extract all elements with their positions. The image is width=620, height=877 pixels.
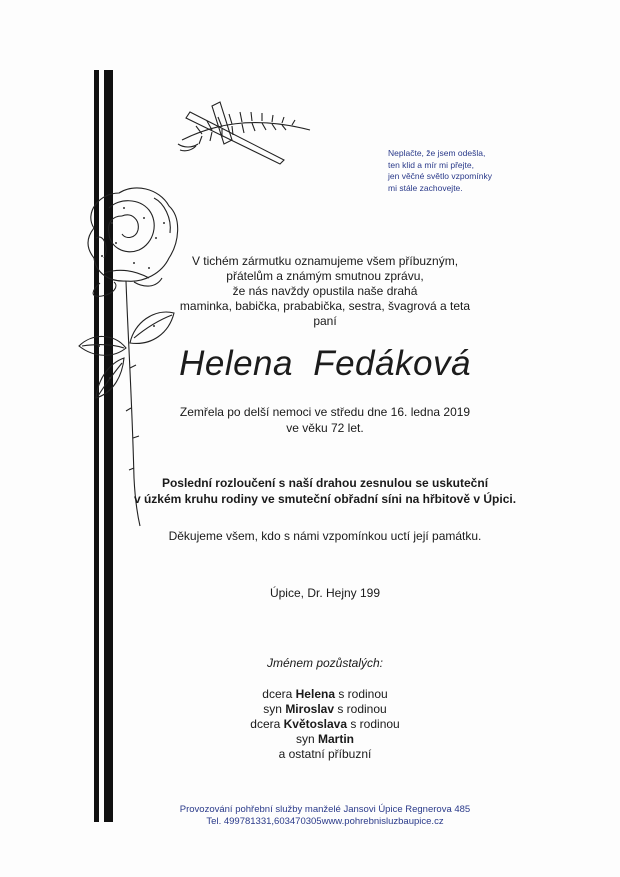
death-details xyxy=(110,404,540,436)
farewell-line: Poslední rozloučení s naší drahou zesnulou se uskuteční xyxy=(161,476,489,490)
poem-line: ten klid a mír mi přejte, xyxy=(388,159,474,170)
poem-line: Neplačte, že jsem odešla, xyxy=(388,148,486,158)
footer-line: Provozování pohřební služby manželé Jansovi Úpice Regnerova 485 xyxy=(179,804,471,815)
death-line: ve věku 72 let. xyxy=(286,421,364,435)
mourner-item: syn Miroslav s rodinou xyxy=(263,702,387,716)
mourner-item: dcera Květoslava s rodinou xyxy=(250,717,400,731)
farewell-info xyxy=(110,475,540,507)
announcement-intro xyxy=(110,254,540,329)
intro-line: paní xyxy=(313,314,337,328)
cross-with-palm-icon xyxy=(172,100,314,166)
mourner-item: syn Martin xyxy=(295,732,354,746)
mourners-list xyxy=(110,687,540,762)
intro-line: maminka, babička, prababička, sestra, švagrová a teta xyxy=(179,299,471,313)
mourners-title: Jménem pozůstalých: xyxy=(266,656,384,670)
mourner-item: a ostatní příbuzní xyxy=(278,747,372,761)
funeral-service-footer xyxy=(110,804,540,828)
farewell-line: v úzkém kruhu rodiny ve smuteční obřadní síni na hřbitově v Úpici. xyxy=(133,492,517,506)
poem-line: mi stále zachovejte. xyxy=(388,182,463,193)
poem-line: jen věčné světlo vzpomínky xyxy=(388,171,492,182)
footer-line: Tel. 499781331,603470305www.pohrebnisluzbaupice.cz xyxy=(206,816,444,827)
mourner-item: dcera Helena s rodinou xyxy=(262,687,388,701)
death-line: Zemřela po delší nemoci ve středu dne 16. ledna 2019 xyxy=(179,405,471,419)
address: Úpice, Dr. Hejny 199 xyxy=(269,586,381,600)
deceased-name: Helena Fedáková xyxy=(179,344,471,383)
intro-line: V tichém zármutku oznamujeme všem příbuzným, xyxy=(191,254,459,268)
intro-line: přátelům a známým smutnou zprávu, xyxy=(226,269,424,283)
poem xyxy=(388,148,518,194)
intro-line: že nás navždy opustila naše drahá xyxy=(232,284,418,298)
thanks-text: Děkujeme všem, kdo s námi vzpomínkou uctí její památku. xyxy=(168,529,482,543)
